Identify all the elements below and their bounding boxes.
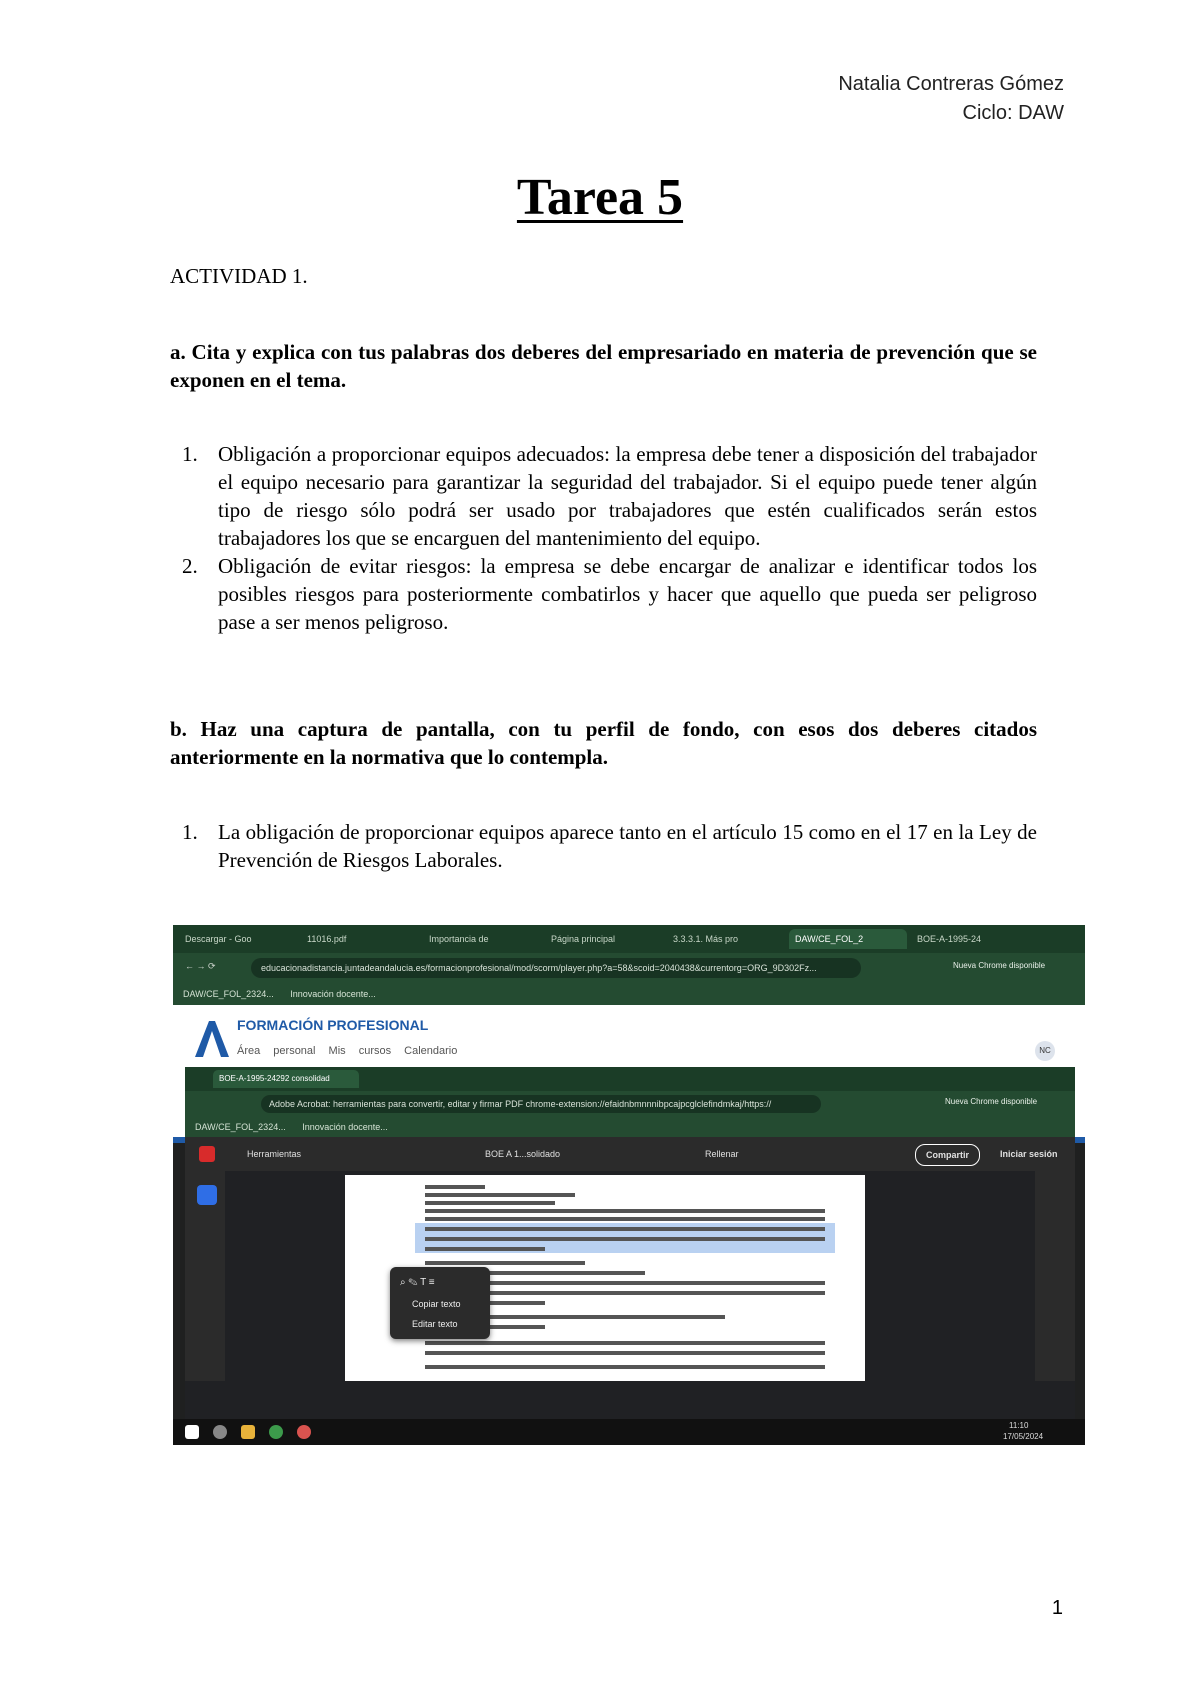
outer-tab-bar bbox=[173, 925, 1085, 953]
activity-heading: ACTIVIDAD 1. bbox=[170, 264, 308, 288]
copy-text-item[interactable]: Copiar texto bbox=[412, 1299, 461, 1309]
answers-b-list bbox=[170, 818, 1037, 874]
fp-nav[interactable]: Área personal Mis cursos Calendario bbox=[237, 1045, 458, 1057]
outer-tab[interactable]: Página principal bbox=[551, 934, 616, 944]
taskbar-time: 11:10 bbox=[1009, 1421, 1029, 1430]
inner-tab[interactable]: BOE-A-1995-24292 consolidad bbox=[213, 1070, 359, 1088]
question-b: b. Haz una captura de pantalla, con tu perfil de fondo, con esos dos deberes citados anteriormente en la normativa que lo contempla. bbox=[170, 717, 1037, 769]
cycle-label: Ciclo: DAW bbox=[962, 102, 1064, 124]
embedded-screenshot bbox=[173, 925, 1085, 1445]
list-item: 1. La obligación de proporcionar equipos aparece tanto en el artículo 15 como en el 17 en la Ley de Prevención de Riesgos Laborales. bbox=[182, 820, 1037, 872]
chrome-profile-icon[interactable] bbox=[297, 1425, 311, 1439]
chrome-icon[interactable] bbox=[269, 1425, 283, 1439]
outer-tab-active[interactable]: DAW/CE_FOL_2 bbox=[789, 929, 907, 949]
share-button[interactable]: Compartir bbox=[915, 1144, 980, 1166]
acrobat-pdf-icon bbox=[199, 1146, 215, 1162]
acrobat-tools[interactable]: Herramientas bbox=[247, 1149, 302, 1159]
andalucia-logo-icon bbox=[191, 1019, 231, 1059]
document-title: Tarea 5 bbox=[516, 169, 684, 226]
taskbar-date: 17/05/2024 bbox=[1003, 1432, 1044, 1441]
inner-bookmarks-bar bbox=[185, 1117, 1075, 1137]
outer-bookmarks-bar bbox=[173, 983, 1085, 1005]
inner-url-field[interactable]: Adobe Acrobat: herramientas para convertir, editar y firmar PDF chrome-extension://efaidnbmnnnibpcajpcglclefindmkaj/https:// bbox=[261, 1095, 821, 1113]
list-item: 1. Obligación a proporcionar equipos adecuados: la empresa debe tener a disposición del trabajador el equipo necesario para garantizar la seguridad del trabajador. Si el equipo puede tener algún tipo de riesgo sólo podrá ser usado por trabajadores que estén cualificados serán estos trabajadores los que se encarguen del mantenimiento del equipo. bbox=[182, 442, 1037, 550]
acrobat-fill-button[interactable]: Rellenar bbox=[705, 1149, 739, 1159]
select-tool-icon[interactable] bbox=[197, 1185, 217, 1205]
page-number: 1 bbox=[1051, 1597, 1063, 1619]
page-header bbox=[838, 70, 1064, 128]
inner-tab-bar bbox=[185, 1067, 1075, 1091]
edit-text-item[interactable]: Editar texto bbox=[412, 1319, 458, 1329]
author-name: Natalia Contreras Gómez bbox=[838, 73, 1064, 95]
acrobat-left-toolbar bbox=[185, 1171, 225, 1381]
folder-icon[interactable] bbox=[241, 1425, 255, 1439]
bookmark-item[interactable]: DAW/CE_FOL_2324... bbox=[195, 1122, 286, 1132]
list-item: 2. Obligación de evitar riesgos: la empresa se debe encargar de analizar e identificar todos los posibles riesgos para posteriormente combatirlos y hacer que aquello que pueda ser peligroso pase a ser menos peligroso. bbox=[182, 554, 1037, 634]
outer-tab[interactable]: 11016.pdf bbox=[307, 934, 347, 944]
question-a: a. Cita y explica con tus palabras dos deberes del empresariado en materia de prevención que se exponen en el tema. bbox=[170, 340, 1037, 392]
acrobat-doc-name[interactable]: BOE A 1...solidado bbox=[485, 1149, 561, 1159]
bookmark-item[interactable]: Innovación docente... bbox=[290, 989, 376, 999]
bookmark-item[interactable]: Innovación docente... bbox=[302, 1122, 388, 1132]
nav-arrows-icon[interactable]: ← → ⟳ bbox=[185, 961, 216, 971]
avatar[interactable]: NC bbox=[1035, 1041, 1055, 1061]
outer-tab[interactable]: Descargar - Goo bbox=[185, 934, 252, 944]
acrobat-right-toolbar bbox=[1035, 1171, 1075, 1381]
outer-tab[interactable]: 3.3.3.1. Más pro bbox=[673, 934, 739, 944]
chrome-update-button[interactable]: Nueva Chrome disponible bbox=[953, 961, 1046, 970]
inner-browser-window bbox=[185, 1067, 1075, 1419]
bookmark-item[interactable]: DAW/CE_FOL_2324... bbox=[183, 989, 274, 999]
context-menu-icons: ⌕ ✎ T ≡ bbox=[400, 1277, 435, 1288]
login-button[interactable]: Iniciar sesión bbox=[1000, 1149, 1058, 1159]
outer-tab[interactable]: Importancia de bbox=[429, 934, 489, 944]
outer-address-bar bbox=[173, 953, 1085, 983]
fp-title: FORMACIÓN PROFESIONAL bbox=[237, 1017, 429, 1033]
search-icon[interactable] bbox=[213, 1425, 227, 1439]
chrome-update-button[interactable]: Nueva Chrome disponible bbox=[945, 1097, 1038, 1106]
answers-a-list bbox=[170, 440, 1037, 636]
outer-tab[interactable]: BOE-A-1995-24 bbox=[917, 934, 982, 944]
inner-address-bar bbox=[185, 1091, 1075, 1117]
windows-taskbar bbox=[173, 1419, 1085, 1445]
context-menu bbox=[390, 1267, 490, 1339]
windows-start-icon[interactable] bbox=[185, 1425, 199, 1439]
acrobat-toolbar bbox=[185, 1137, 1075, 1171]
outer-url-field[interactable]: educacionadistancia.juntadeandalucia.es/formacionprofesional/mod/scorm/player.php?a=58&scoid=2040438&currentorg=ORG_9D302Fz... bbox=[251, 958, 861, 978]
